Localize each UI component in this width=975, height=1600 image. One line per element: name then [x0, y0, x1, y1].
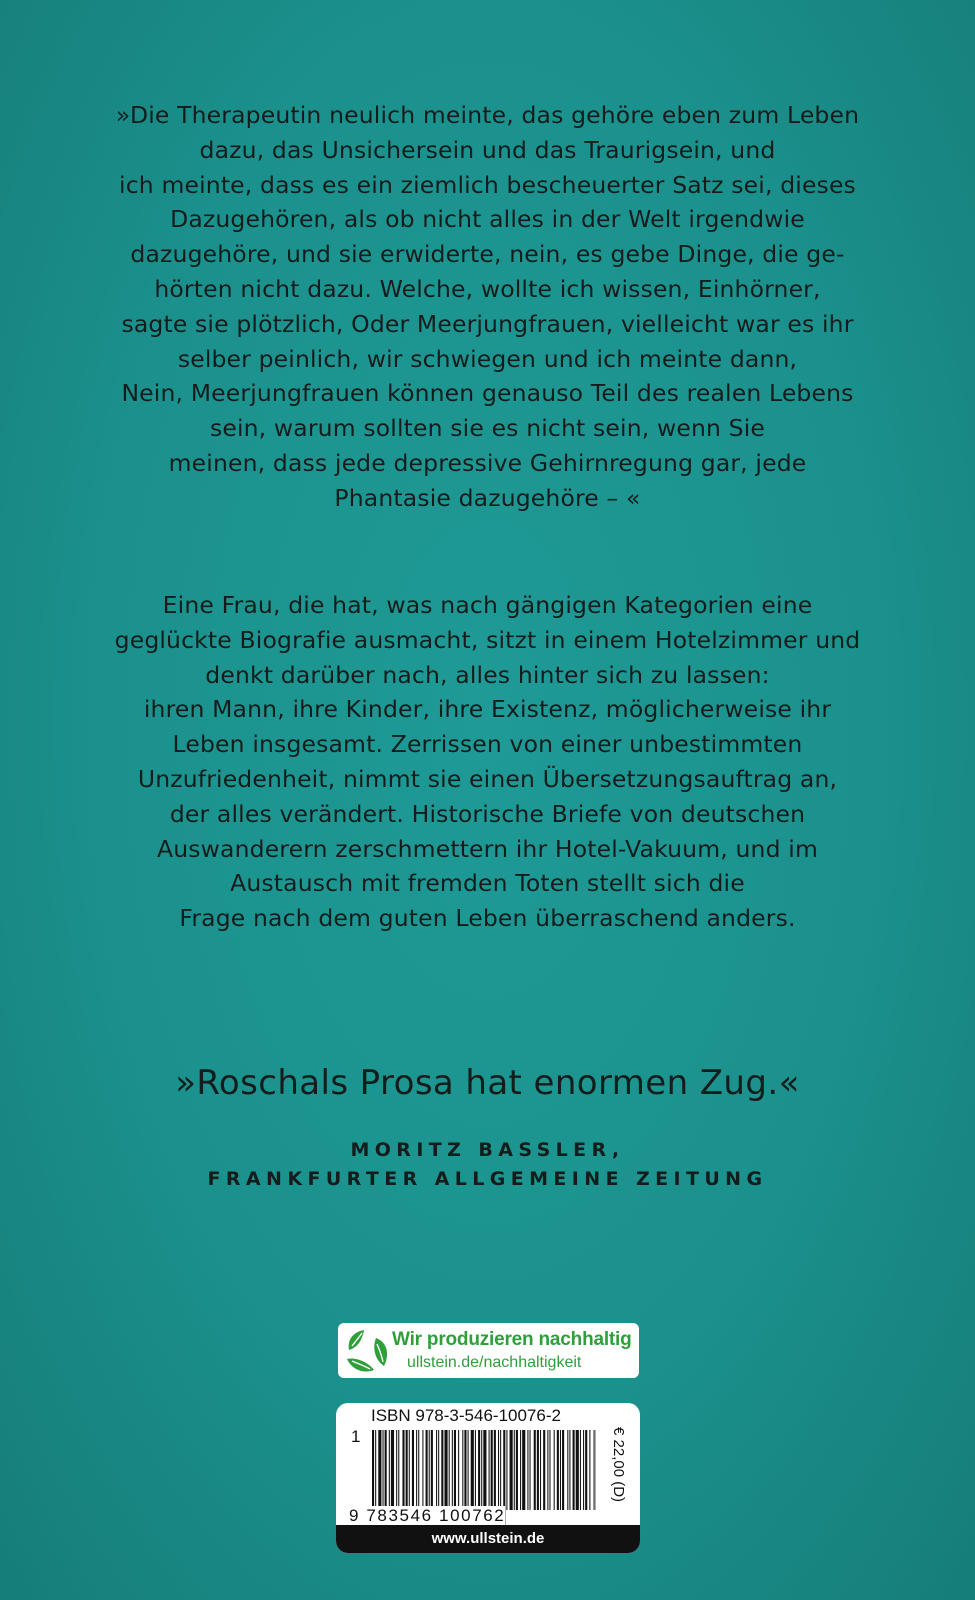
excerpt-line: Nein, Meerjungfrauen können genauso Teil des realen Lebens	[121, 379, 854, 408]
barcode-bar	[468, 1430, 469, 1510]
excerpt-line: sein, warum sollten sie es nicht sein, wenn Sie	[209, 414, 766, 443]
barcode-bar	[475, 1430, 476, 1510]
barcode-bar	[449, 1430, 450, 1510]
barcode-bar	[436, 1430, 437, 1510]
excerpt-line: sagte sie plötzlich, Oder Meerjungfrauen, vielleicht war es ihr	[121, 309, 854, 338]
barcode-bar	[418, 1430, 419, 1510]
excerpt-quote	[90, 98, 885, 516]
barcode-bar	[530, 1430, 531, 1510]
blurb-line: Unzufriedenheit, nimmt sie einen Übersetzungsauftrag an,	[137, 764, 838, 793]
barcode-bar	[383, 1430, 384, 1510]
barcode-bar	[580, 1430, 581, 1510]
barcode-bar	[573, 1430, 575, 1510]
barcode-bar	[514, 1430, 515, 1510]
barcode-bar	[444, 1430, 447, 1510]
barcode-digits	[349, 1506, 505, 1526]
blurb-line: Austausch mit fremden Toten stellt sich die	[230, 869, 745, 898]
barcode-bar	[402, 1430, 404, 1510]
barcode-panel	[336, 1403, 640, 1553]
excerpt-line: »Die Therapeutin neulich meinte, das gehöre eben zum Leben	[115, 101, 860, 129]
publisher-website: www.ullstein.de	[336, 1525, 640, 1553]
blurb-line: Auswanderern zerschmettern ihr Hotel-Vakuum, und im	[157, 834, 818, 863]
barcode-bar	[560, 1430, 561, 1510]
excerpt-line: hörten nicht dazu. Welche, wollte ich wissen, Einhörner,	[154, 274, 821, 303]
leaf-icon	[344, 1326, 392, 1376]
barcode-bar	[594, 1430, 595, 1510]
barcode-bar	[458, 1430, 459, 1510]
excerpt-line: dazu, das Unsichersein und das Traurigsein, und	[199, 135, 776, 164]
barcode-bar	[585, 1430, 587, 1510]
barcode-bar	[489, 1430, 490, 1510]
barcode-bar	[406, 1430, 408, 1510]
barcode-bar	[527, 1430, 528, 1510]
barcode-bar	[549, 1430, 550, 1510]
blurb-line: Leben insgesamt. Zerrissen von einer unbestimmten	[172, 730, 803, 759]
barcode-bar	[429, 1430, 430, 1510]
barcode-bar	[494, 1430, 496, 1510]
barcode-bar	[396, 1430, 397, 1510]
barcode-bar	[506, 1430, 507, 1510]
barcode-bar	[431, 1430, 433, 1510]
barcode-bar	[491, 1430, 493, 1510]
excerpt-line: Dazugehören, als ob nicht alles in der Welt irgendwie	[170, 205, 805, 234]
blurb-line: denkt darüber nach, alles hinter sich zu lassen:	[205, 660, 770, 689]
blurb-line: Frage nach dem guten Leben überraschend anders.	[179, 904, 796, 933]
barcode-bar	[498, 1430, 499, 1510]
barcode-bar	[516, 1430, 518, 1510]
excerpt-line: ich meinte, dass es ein ziemlich bescheuerter Satz sei, dieses	[119, 170, 856, 199]
review-source	[0, 1136, 975, 1194]
barcode-bar	[522, 1430, 525, 1510]
barcode-bar	[416, 1430, 417, 1510]
barcode-bar	[510, 1430, 513, 1510]
barcode-bar	[543, 1430, 545, 1510]
barcode-digits-text: 9 783546 100762	[349, 1506, 506, 1525]
barcode-bar	[412, 1430, 414, 1510]
barcode-bar	[540, 1430, 541, 1510]
price-label	[610, 1427, 628, 1523]
barcode-bar	[464, 1430, 466, 1510]
review-source-publication: FRANKFURTER ALLGEMEINE ZEITUNG	[207, 1168, 768, 1190]
barcode-bar	[378, 1430, 381, 1510]
blurb-line: geglückte Biografie ausmacht, sitzt in einem Hotelzimmer und	[114, 625, 861, 654]
barcode-bar	[452, 1430, 453, 1510]
barcode-bar	[409, 1430, 410, 1510]
excerpt-line: meinen, dass jede depressive Gehirnregung gar, jede	[168, 448, 807, 477]
badge-title: Wir produzieren nachhaltig	[392, 1329, 632, 1350]
barcode-bar	[562, 1430, 564, 1510]
barcode-bar	[385, 1430, 387, 1510]
isbn-label: ISBN 978-3-546-10076-2	[371, 1406, 561, 1425]
excerpt-line: dazugehöre, und sie erwiderte, nein, es gebe Dinge, die ge-	[130, 240, 845, 269]
badge-url: ullstein.de/nachhaltigkeit	[407, 1354, 582, 1371]
book-blurb	[90, 588, 885, 936]
barcode-bar	[569, 1430, 570, 1510]
barcode-bar	[537, 1430, 539, 1510]
barcode-bar	[547, 1430, 548, 1510]
blurb-line: Eine Frau, die hat, was nach gängigen Kategorien eine	[162, 591, 813, 619]
review-quote: »Roschals Prosa hat enormen Zug.«	[175, 1063, 800, 1103]
barcode-bar	[389, 1430, 390, 1510]
barcode-bar	[567, 1430, 568, 1510]
barcode-bar	[583, 1430, 584, 1510]
barcode-bar	[481, 1430, 482, 1510]
blurb-line: ihren Mann, ihre Kinder, ihre Existenz, möglicherweise ihr	[143, 695, 832, 724]
barcode-bar	[589, 1430, 590, 1510]
excerpt-line: selber peinlich, wir schwiegen und ich meinte dann,	[177, 344, 798, 373]
barcode-bar	[554, 1430, 555, 1510]
barcode-bar	[471, 1430, 474, 1510]
barcode-bar	[422, 1430, 423, 1510]
barcode-bar	[391, 1430, 394, 1510]
barcode-bar	[398, 1430, 399, 1510]
barcode-bar	[454, 1430, 456, 1510]
barcode-bar	[520, 1430, 521, 1510]
price-text: € 22,00 (D)	[610, 1427, 627, 1503]
blurb-line: der alles verändert. Historische Briefe von deutschen	[169, 799, 806, 828]
barcode-bar	[478, 1430, 480, 1510]
barcode-bar	[483, 1430, 486, 1510]
barcode-bar	[534, 1430, 536, 1510]
barcode-bar	[557, 1430, 559, 1510]
barcode-leading-digit: 1	[351, 1427, 361, 1446]
barcode-bar	[426, 1430, 428, 1510]
barcode-bar	[576, 1430, 579, 1510]
sustainability-badge	[338, 1323, 639, 1378]
barcode-bar	[462, 1430, 463, 1510]
review-source-author: MORITZ BASSLER,	[350, 1139, 625, 1161]
excerpt-line: Phantasie dazugehöre – «	[334, 483, 641, 512]
